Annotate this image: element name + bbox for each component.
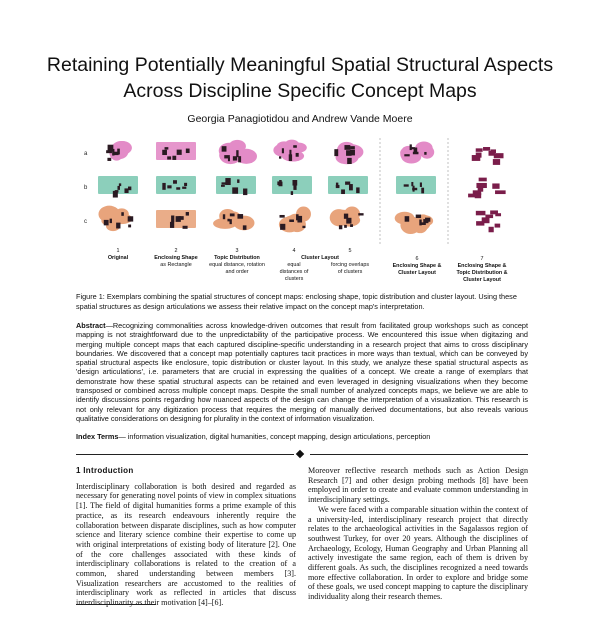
map-mark-r1-c2 [243,189,247,196]
map-mark-r1-c2 [225,178,230,185]
map-shape-r1-c4 [328,176,368,194]
map-mark-r1-c1 [176,187,180,189]
map-mark-r2-c4 [358,213,363,215]
map-mark-r0-c1 [186,149,190,153]
map-mark-r1-c3 [279,180,282,184]
map-block-r1-c6 [478,187,484,191]
map-mark-r1-c5 [421,188,424,194]
map-block-r2-c6 [490,210,498,214]
map-mark-r2-c5 [425,218,430,222]
map-mark-r1-c5 [404,184,409,186]
map-mark-r1-c2 [221,185,225,187]
col-title-3: Topic Distribution [214,255,260,261]
col-sub-3: equal distance, rotation and order [209,262,265,275]
map-mark-r2-c3 [302,226,305,228]
map-mark-r1-c4 [336,185,340,188]
map-mark-r0-c3 [293,145,297,148]
map-mark-r1-c5 [420,182,422,186]
map-mark-r0-c1 [167,156,171,159]
map-mark-r2-c0 [128,225,131,228]
title-line-2: Across Discipline Specific Concept Maps [123,80,477,102]
section-heading: 1 Introduction [76,466,134,475]
col-num-5: 5 [348,248,352,254]
map-mark-r2-c0 [104,220,109,225]
col-label-1 [98,248,138,262]
map-block-r2-c6 [476,211,486,215]
map-mark-r1-c0 [115,190,119,192]
col-label-4 [276,248,312,283]
intro-paragraph-1: Interdisciplinary collaboration is both desired and regarded as necessary for generating novel points of view in complex situations [1]. The field of digital humanities forms a prime example of this practice, as its research endeavours inherently require the collaboration between disparate disciplines, such as how computer science and literary science combine their expertise to come up with original interpretations of existing body of literature [2]. One of the core challenges associated with these kinds of interdisciplinary collaborations is related to the creation of a common, shared understanding between members [3]. Visualization researchers are accustomed to the realities of interdisciplinary work as reflected in articles that discuss interdisciplinarity as their motivation [4]–[6]. [76,481,296,608]
map-mark-r1-c1 [167,185,171,188]
map-mark-r1-c3 [292,180,297,186]
map-block-r1-c6 [495,190,506,194]
map-block-r1-c6 [475,193,481,198]
map-block-r1-c6 [492,183,499,188]
map-block-r0-c6 [483,147,490,151]
map-mark-r1-c2 [237,179,239,183]
map-mark-r0-c5 [424,152,426,155]
map-shape-r1-c1 [156,176,196,194]
map-mark-r2-c4 [346,218,351,224]
col-num-7: 7 [480,256,484,262]
map-mark-r2-c2 [230,219,232,224]
col-sub-5: forcing overlaps of clusters [330,262,370,275]
map-mark-r0-c3 [279,156,281,158]
map-mark-r0-c0 [112,149,114,156]
footnote-rule [76,604,156,605]
paper-title [0,52,600,104]
map-mark-r2-c5 [416,215,421,218]
map-blob-r0-c3 [273,144,289,156]
col-label-3 [208,248,266,276]
map-mark-r1-c0 [124,188,128,193]
row-label-b: b [84,185,88,191]
map-mark-r0-c0 [107,158,111,161]
index-terms-label: Index Terms [76,432,119,441]
col-label-6 [390,256,444,277]
map-mark-r1-c0 [119,183,121,186]
map-mark-r1-c1 [182,187,186,189]
map-mark-r2-c5 [419,220,421,226]
map-mark-r2-c1 [170,222,174,228]
authors: Georgia Panagiotidou and Andrew Vande Moere [187,113,413,125]
col-label-5 [330,248,370,276]
intro-paragraph-3: We were faced with a comparable situation within the context of a university-led, interdisciplinary research project that directly relates to the archaeological activities in the Sagalassos region of southwest Turkey, for over 20 years. Although the disciplines of Archaeology, Ecology, Human Geography and Urban Planning all actively investigate the same region, each of them is driven by different goals. As such, the disciplines recognized a need towards more effective collaboration. In order to explore and bridge some of these goals, we used concept mapping to capture the disciplinary individuality along their research themes. [308,504,528,602]
map-block-r0-c6 [493,159,500,165]
abstract-label: Abstract [76,321,106,330]
map-mark-r1-c2 [232,187,238,193]
col-num-4: 4 [292,248,296,254]
map-mark-r2-c2 [227,219,229,222]
intro-paragraph-2: Moreover reflective research methods such as Action Design Research [7] and other design probing methods [8] have been employed in order to create and evaluate common understanding in interdisciplinary settings. [308,466,528,505]
map-mark-r2-c4 [339,225,342,229]
cluster-layout-title: Cluster Layout [301,255,339,261]
map-block-r0-c6 [490,149,496,153]
map-mark-r0-c2 [236,150,238,157]
map-mark-r0-c5 [412,147,416,149]
map-mark-r0-c1 [162,150,167,155]
map-mark-r0-c0 [106,150,112,153]
map-block-r0-c6 [494,153,504,158]
map-mark-r0-c4 [334,149,338,156]
map-mark-r0-c4 [344,145,350,150]
teaser-figure [80,136,530,288]
map-mark-r2-c0 [116,223,120,229]
map-mark-r1-c3 [291,191,293,195]
figure-graphic [80,136,530,246]
map-mark-r2-c1 [183,226,188,229]
map-mark-r2-c2 [223,214,225,219]
map-mark-r2-c5 [405,216,410,222]
map-mark-r1-c1 [173,180,177,184]
row-label-c: c [84,219,87,225]
map-mark-r1-c2 [222,182,226,184]
map-mark-r2-c3 [280,215,285,218]
map-mark-r0-c4 [350,146,355,149]
map-block-r1-c6 [476,183,486,188]
map-mark-r2-c1 [171,215,174,222]
map-mark-r2-c1 [186,212,189,216]
map-mark-r0-c2 [233,156,237,160]
map-mark-r0-c3 [282,148,284,153]
map-mark-r0-c4 [346,150,352,156]
right-column [308,466,528,602]
map-mark-r0-c2 [224,155,230,158]
map-block-r2-c6 [495,224,501,228]
map-mark-r1-c0 [117,186,119,190]
map-mark-r1-c5 [411,182,413,186]
col-num-1: 1 [116,248,120,254]
divider-diamond-icon [296,450,304,458]
title-line-1: Retaining Potentially Meaningful Spatial Structural Aspects [46,54,554,76]
map-mark-r2-c4 [344,225,347,228]
map-mark-r0-c5 [410,144,412,150]
map-mark-r2-c3 [280,224,285,230]
map-mark-r0-c3 [296,153,299,157]
map-mark-r2-c0 [128,216,134,221]
col-num-3: 3 [235,248,239,254]
map-blob-r2-c5 [395,212,415,225]
map-mark-r2-c4 [350,224,353,227]
index-terms-text: — information visualization, digital humanities, concept mapping, design articulations, perception [118,432,431,441]
index-terms [76,432,528,441]
map-mark-r2-c0 [110,219,112,223]
col-title-1: Original [107,255,129,261]
map-mark-r2-c3 [296,214,299,220]
map-mark-r1-c1 [162,183,165,190]
col-label-7 [452,256,512,284]
map-mark-r2-c0 [121,212,124,216]
map-mark-r0-c1 [172,156,176,160]
map-mark-r1-c1 [184,183,187,186]
map-mark-r0-c5 [413,152,419,155]
map-block-r2-c6 [489,227,494,232]
map-shape-r1-c5 [396,176,436,194]
col-title-2: Enclosing Shape [154,255,198,261]
left-column [76,466,296,608]
map-mark-r2-c1 [176,216,181,222]
map-block-r1-c6 [479,178,487,182]
row-label-a: a [84,151,88,157]
figure-caption: Figure 1: Exemplars combining the spatial structures of concept maps: enclosing shape, topic distribution and cluster layout. Using these spatial structures as design articulations we assess their relative impact on the concept map's interpretation. [76,292,517,311]
map-mark-r2-c2 [243,225,247,230]
map-block-r0-c6 [476,148,483,151]
col-num-6: 6 [415,256,419,262]
col-label-2 [150,248,202,269]
col-title-6: Enclosing Shape & Cluster Layout [392,263,442,276]
col-title-7: Enclosing Shape & Topic Distribution & Cluster Layout [456,263,508,283]
map-mark-r1-c5 [412,188,417,190]
map-mark-r1-c4 [356,187,359,193]
map-mark-r0-c5 [404,154,409,156]
map-mark-r1-c4 [349,184,353,190]
map-mark-r0-c3 [289,154,292,161]
map-mark-r2-c2 [230,213,235,216]
col-num-2: 2 [174,248,178,254]
col-sub-4: equal distances of clusters [279,262,309,282]
map-mark-r2-c3 [289,219,294,221]
map-mark-r0-c0 [117,149,120,155]
map-mark-r0-c1 [177,150,182,155]
map-mark-r0-c2 [238,156,241,162]
map-mark-r2-c2 [237,214,243,219]
map-mark-r0-c2 [222,146,227,151]
map-mark-r0-c1 [165,147,169,149]
map-block-r2-c6 [476,221,484,225]
map-block-r0-c6 [476,153,482,158]
abstract [76,321,528,423]
abstract-text: —Recognizing commonalities across knowledge-driven outcomes that result from facilitated group workshops such as concept mapping is not straightforward due to the unpredictability of the participative process. We encountered this issue when digitazing and merging multiple concept maps that each captured discipline-specific understanding in a research project that aims to cross disciplinary boundaries. We discovered that a concept map potentially captures tacit practices in more ways than textual, which can be conveyed by spatial structural aspects like enclosure, topic distribution or cluster layout. In this study, we analyze these spatial structural aspects as 'design articulations', i.e. parameters that are crucial in expressing the qualities of a concept. We create a range of exemplars that demonstrate how these spatial structural aspects can be retained and even leveraged in designing visualizations when they become transposed or combined across multiple concept maps. Despite the small number of analyzed concepts maps, we believe we are able to identify discussions points regarding how nuanced aspects of the design can change the interpretation of a visualization. This research is not only relevant for any digitization process that requires the merging of manually derived documentations, but also reveals various qualitative considerations on designing for plurality in the context of information visualization. [76,321,528,423]
section-divider [76,454,528,455]
map-mark-r1-c4 [341,189,345,194]
map-mark-r0-c4 [347,158,352,164]
col-sub-2: as Rectangle [160,262,192,268]
